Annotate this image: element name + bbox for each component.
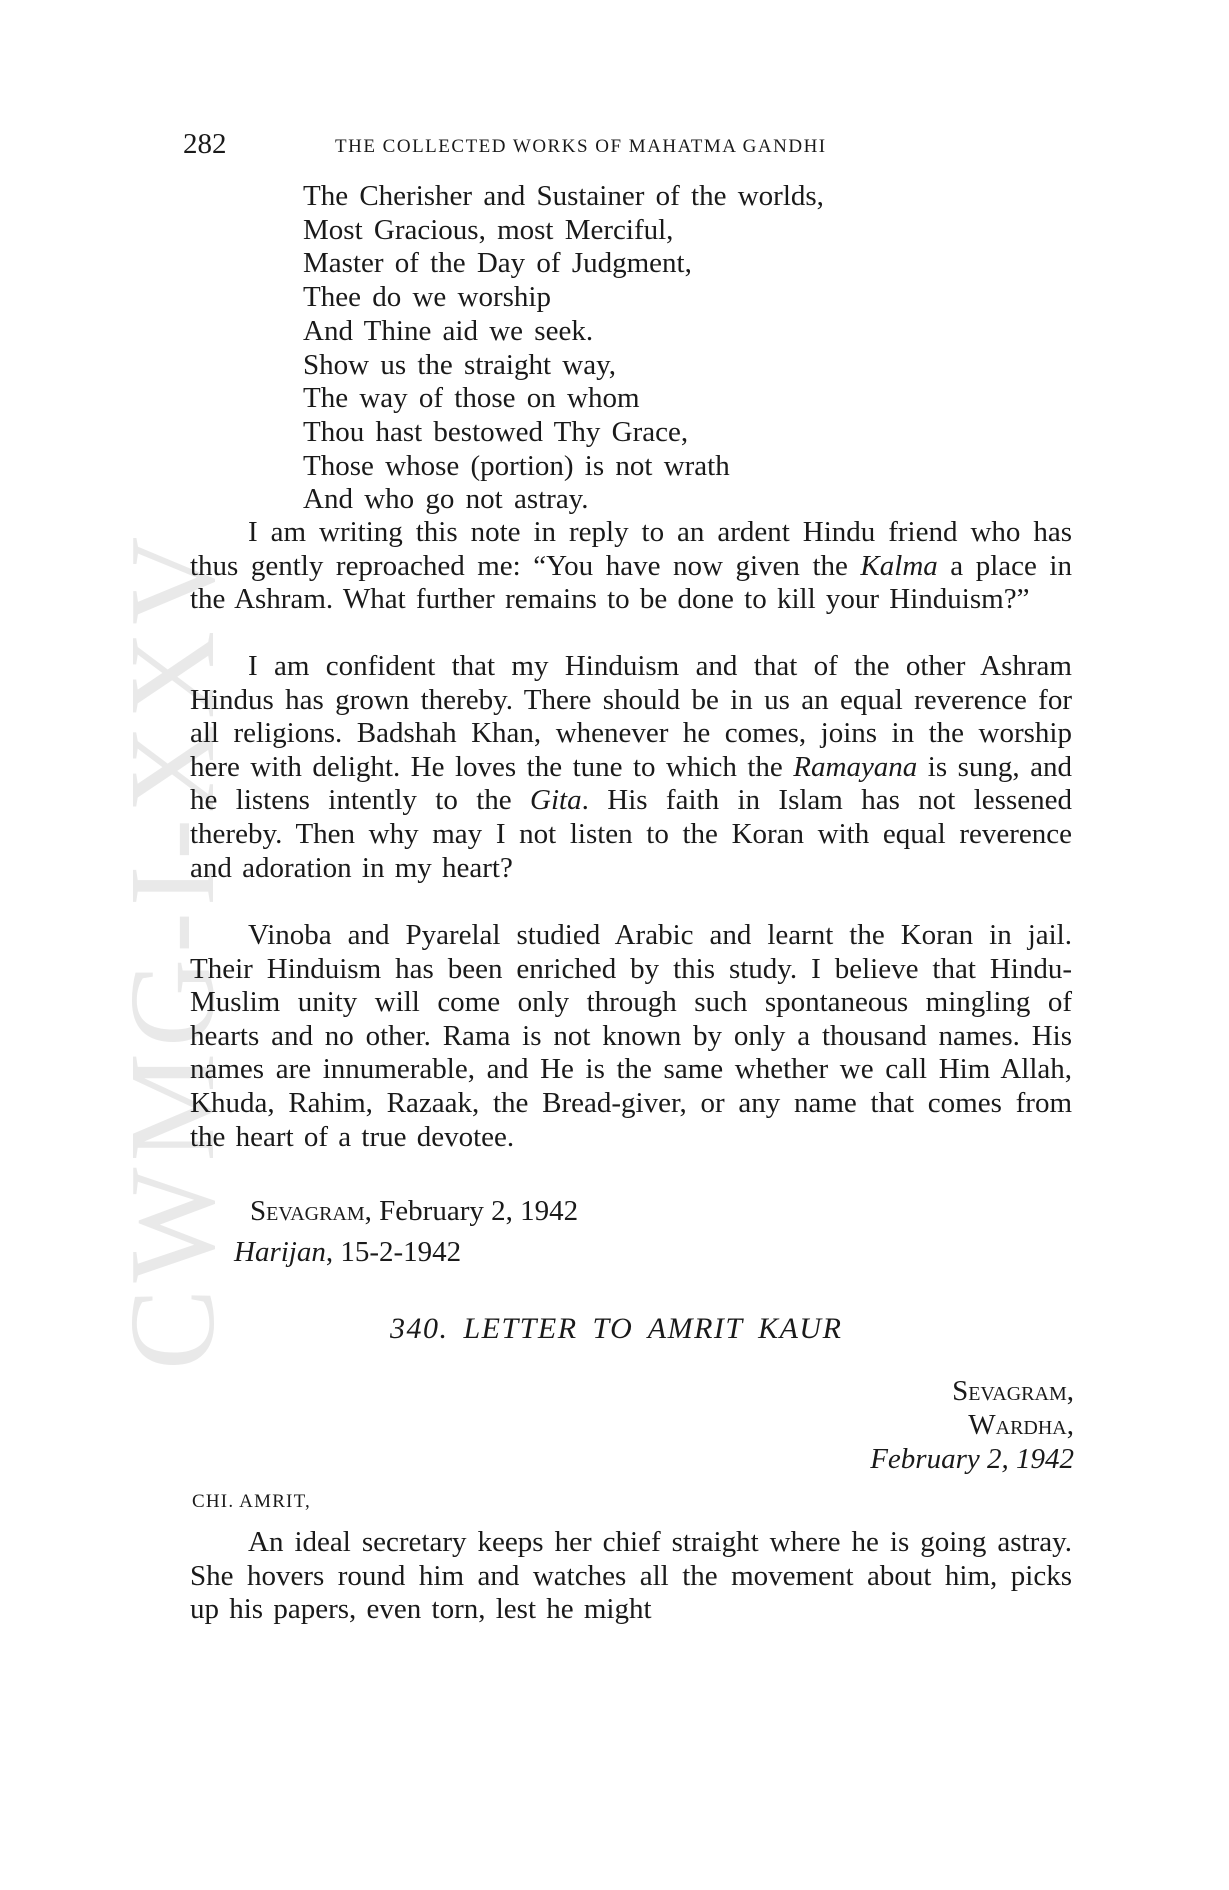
poem-line: The way of those on whom xyxy=(303,382,640,415)
poem-block xyxy=(303,180,824,517)
poem-line: Thou hast bestowed Thy Grace, xyxy=(303,415,689,448)
paragraph-text: . His faith in Islam has not lessened thereby. Then why may I not listen to the Koran with equal reverence and adoration in my heart? xyxy=(190,784,1072,884)
poem-line: Those whose (portion) is not wrath xyxy=(303,449,730,482)
page-header xyxy=(183,128,1073,168)
paragraph-text: a place in the Ashram. What further remains to be done to kill your Hinduism?” xyxy=(190,549,1072,616)
paragraph-text: I am writing this note in reply to an ardent Hindu friend who has thus gently reproached me: “You have now given the xyxy=(190,516,1072,582)
letter-date: February 2, 1942 xyxy=(870,1443,1074,1475)
italic-term: Kalma xyxy=(860,549,938,582)
dateline-date: , February 2, 1942 xyxy=(364,1195,579,1227)
address-line-1: Sevagram, xyxy=(952,1375,1074,1407)
poem-line: And who go not astray. xyxy=(303,483,589,516)
page-number: 282 xyxy=(183,128,227,160)
source-citation xyxy=(234,1236,461,1269)
dateline xyxy=(250,1195,578,1228)
poem-line: Thee do we worship xyxy=(303,281,551,314)
watermark-text: CWMG-I-XXV xyxy=(105,530,240,1370)
poem-line: And Thine aid we seek. xyxy=(303,314,594,347)
letter-body: An ideal secretary keeps her chief straight where he is going astray. She hovers round him and watches all the movement about him, picks up his papers, even torn, lest he might xyxy=(190,1526,1072,1626)
poem-line: Master of the Day of Judgment, xyxy=(303,247,692,280)
paragraph-text: I am confident that my Hinduism and that of the other Ashram Hindus has grown thereby. There should be in us an equal reverence for all religions. Badshah Khan, whenever he comes, joins in the worship here with delight. He loves the tune to which the xyxy=(190,650,1072,783)
italic-term: Gita xyxy=(530,784,582,817)
poem-line: The Cherisher and Sustainer of the worlds, xyxy=(303,180,824,212)
dateline-place: Sevagram xyxy=(250,1195,365,1227)
salutation: CHI. AMRIT, xyxy=(192,1491,311,1512)
paragraph-3: Vinoba and Pyarelal studied Arabic and learnt the Koran in jail. Their Hinduism has been enriched by this study. I believe that Hindu-Muslim unity will come only through such spontaneous mingling of hearts and no other. Rama is not known by only a thousand names. His names are innumerable, and He is the same whether we call Him Allah, Khuda, Rahim, Razaak, the Bread-giver, or any name that comes from the heart of a true devotee. xyxy=(190,919,1072,1153)
address-line-2: Wardha, xyxy=(968,1409,1074,1441)
source-date: , 15-2-1942 xyxy=(325,1236,462,1268)
paragraph-2 xyxy=(190,650,1072,885)
section-title: 340. LETTER TO AMRIT KAUR xyxy=(390,1312,843,1345)
source-publication: Harijan xyxy=(234,1236,326,1268)
poem-line: Most Gracious, most Merciful, xyxy=(303,213,674,246)
running-head: THE COLLECTED WORKS OF MAHATMA GANDHI xyxy=(335,136,827,157)
poem-line: Show us the straight way, xyxy=(303,348,616,381)
paragraph-1 xyxy=(190,516,1072,617)
paragraph-text: is sung, and he listens intently to the xyxy=(190,750,1072,817)
italic-term: Ramayana xyxy=(793,750,918,783)
